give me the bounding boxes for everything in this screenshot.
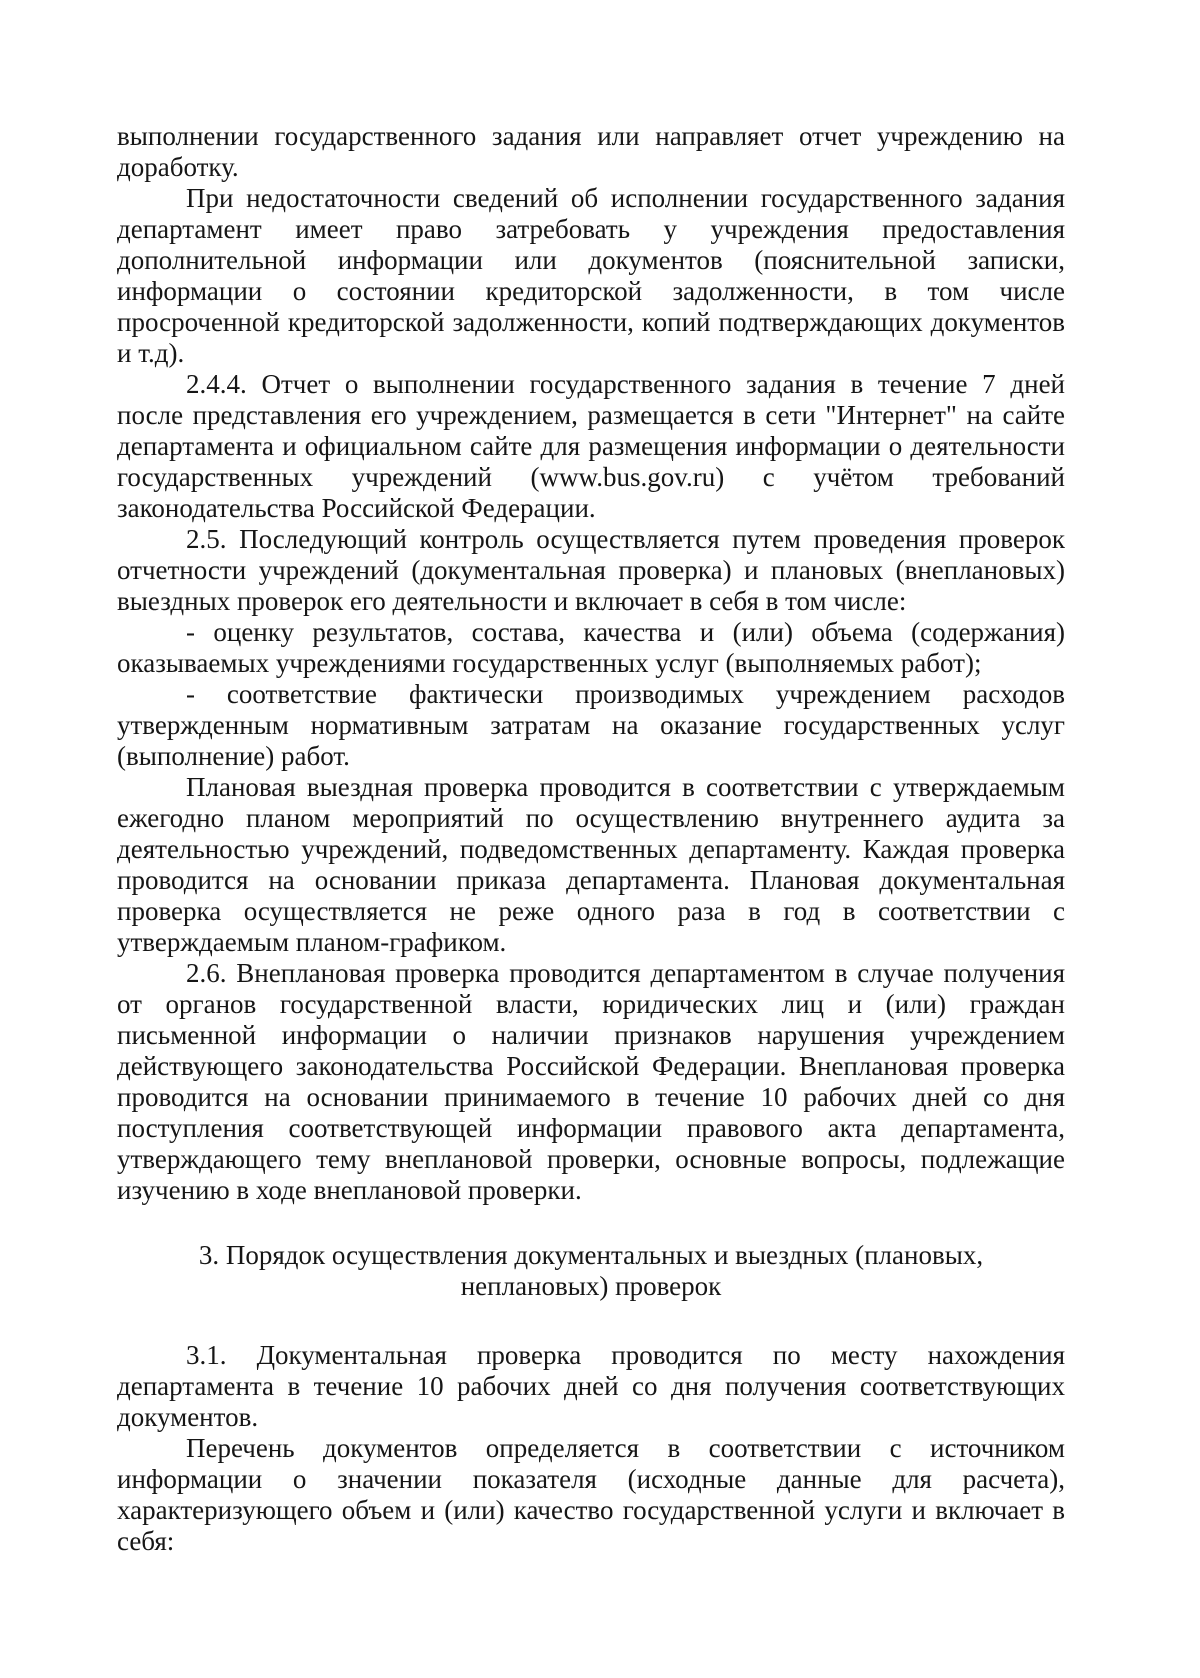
list-item-assessment: - оценку результатов, состава, качества и (или) объема (содержания) оказываемых учреждениями государственных услуг (выполняемых работ); [117,617,1065,678]
list-item-compliance: - соответствие фактически производимых учреждением расходов утвержденным нормативным затратам на оказание государственных услуг (выполнение) работ. [117,679,1065,771]
section-heading-line-1: 3. Порядок осуществления документальных и выездных (плановых, [198,1240,984,1270]
section-heading [117,1240,1065,1302]
paragraph-2-4-4: 2.4.4. Отчет о выполнении государственного задания в течение 7 дней после представления его учреждением, размещается в сети "Интернет" на сайте департамента и официальном сайте для размещения информации о деятельности государственных учреждений (www.bus.gov.ru) с учётом требований законодательства Российской Федерации. [117,369,1065,523]
document-body [117,121,1065,1557]
paragraph-3-1: 3.1. Документальная проверка проводится по месту нахождения департамента в течение 10 рабочих дней со дня получения соответствующих документов. [117,1340,1065,1432]
paragraph-continuation: выполнении государственного задания или направляет отчет учреждению на доработку. [117,121,1065,182]
section-heading-line-2: неплановых) проверок [460,1271,722,1301]
paragraph-insufficient-info: При недостаточности сведений об исполнении государственного задания департамент имеет право затребовать у учреждения предоставления дополнительной информации или документов (пояснительной записки, информации о состоянии кредиторской задолженности, в том числе просроченной кредиторской задолженности, копий подтверждающих документов и т.д). [117,183,1065,368]
paragraph-document-list: Перечень документов определяется в соответствии с источником информации о значении показателя (исходные данные для расчета), характеризующего объем и (или) качество государственной услуги и включает в себя: [117,1433,1065,1556]
paragraph-planned-inspection: Плановая выездная проверка проводится в соответствии с утверждаемым ежегодно планом мероприятий по осуществлению внутреннего аудита за деятельностью учреждений, подведомственных департаменту. Каждая проверка проводится на основании приказа департамента. Плановая документальная проверка осуществляется не реже одного раза в год в соответствии с утверждаемым планом-графиком. [117,772,1065,957]
paragraph-2-6: 2.6. Внеплановая проверка проводится департаментом в случае получения от органов государственной власти, юридических лиц и (или) граждан письменной информации о наличии признаков нарушения учреждением действующего законодательства Российской Федерации. Внеплановая проверка проводится на основании принимаемого в течение 10 рабочих дней со дня поступления соответствующей информации правового акта департамента, утверждающего тему внеплановой проверки, основные вопросы, подлежащие изучению в ходе внеплановой проверки. [117,958,1065,1205]
paragraph-2-5: 2.5. Последующий контроль осуществляется путем проведения проверок отчетности учреждений (документальная проверка) и плановых (внеплановых) выездных проверок его деятельности и включает в себя в том числе: [117,524,1065,616]
